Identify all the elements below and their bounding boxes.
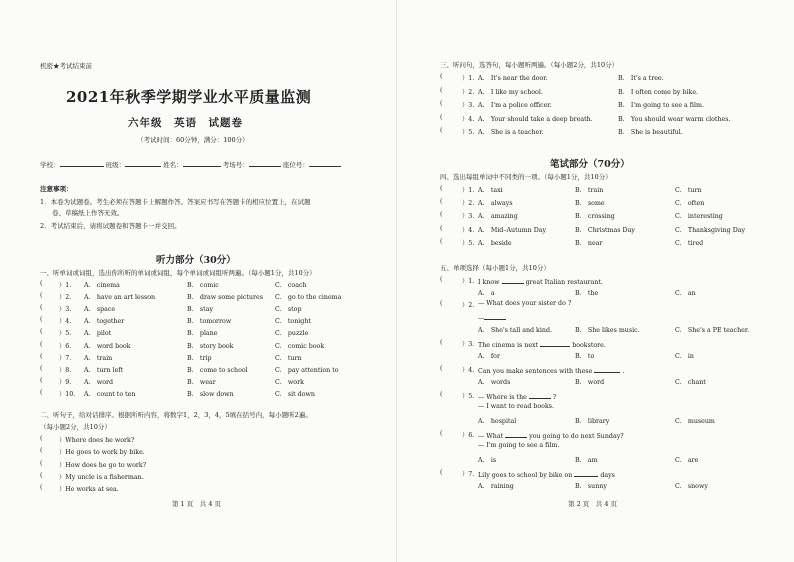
option-c: C. are <box>675 457 699 464</box>
answer-bracket[interactable]: ( <box>440 237 443 245</box>
option-b: B. tomorrow <box>187 318 232 326</box>
question-number: ）5. <box>59 330 72 338</box>
option-a: A. words <box>478 379 511 386</box>
question-stem <box>478 365 624 375</box>
question-number: ）9. <box>59 378 72 386</box>
answer-bracket[interactable]: ( <box>440 276 443 283</box>
answer-bracket[interactable]: ( <box>40 447 43 455</box>
question-number: ）2. <box>59 294 72 302</box>
dialogue-sentence: ）He works at sea. <box>59 486 119 494</box>
option-c: C. coach <box>275 282 307 289</box>
question-stem: — What does your sister do ? <box>478 300 572 307</box>
question-stem <box>478 339 606 349</box>
question-number: ）2. <box>462 88 475 96</box>
option-b: B. I often come by bike. <box>618 88 699 96</box>
answer-bracket[interactable]: ( <box>440 469 443 476</box>
answer-bracket[interactable]: ( <box>40 352 43 360</box>
question-stem-2: — I want to read books. <box>478 403 555 410</box>
dialogue-sentence: ）How does he go to work? <box>59 461 147 469</box>
option-b: B. plane <box>187 330 218 338</box>
question-number: ）3. <box>462 341 475 348</box>
option-b: B. She likes music. <box>575 327 640 334</box>
question-number: ）5. <box>462 129 475 137</box>
option-a: A. word book <box>84 342 131 350</box>
option-a: A. train <box>84 354 113 362</box>
question-number: ）7. <box>462 471 475 478</box>
page-footer: 第 2 页 共 4 页 <box>568 500 618 508</box>
answer-bracket[interactable]: ( <box>440 211 443 219</box>
exam-no-label: 考场号： <box>222 161 249 169</box>
option-a: A. have an art lesson <box>84 294 156 302</box>
answer-blank[interactable] <box>594 365 620 373</box>
stem-text: The cinema is next <box>478 342 539 349</box>
dialogue-sentence: ）Where does he work? <box>59 437 135 444</box>
option-c: C. tired <box>675 239 704 247</box>
name-label: 姓名： <box>163 161 183 169</box>
question-number: ）3. <box>462 102 475 110</box>
question-number: ）1. <box>59 282 72 289</box>
option-b: B. stay <box>187 306 213 314</box>
option-a: A. Your should take a deep breath. <box>478 115 593 123</box>
answer-bracket[interactable]: ( <box>40 435 43 442</box>
q2-score: （每小题2分，共10分） <box>40 423 111 431</box>
exam-info: （考试时间：60分钟，满分：100分） <box>137 136 249 144</box>
question-stem <box>478 391 556 401</box>
question-number: ）1. <box>462 278 475 285</box>
option-b: B. comic <box>187 282 219 289</box>
question-number: ）1. <box>462 187 475 194</box>
question-number: ）4. <box>59 318 72 326</box>
answer-bracket[interactable]: ( <box>40 340 43 348</box>
answer-bracket[interactable]: ( <box>40 471 43 479</box>
option-c: C. museum <box>675 418 715 425</box>
answer-blank[interactable] <box>540 339 570 347</box>
answer-bracket[interactable]: ( <box>440 365 443 372</box>
stem-text: — What <box>478 433 504 440</box>
option-b: B. wear <box>187 378 216 386</box>
answer-bracket[interactable]: ( <box>40 376 43 384</box>
option-b: B. library <box>575 418 610 425</box>
class-field[interactable] <box>125 159 161 167</box>
exam-title: 2021年秋季学期学业水平质量监测 <box>66 88 312 106</box>
option-b: B. You should wear warm clothes. <box>618 115 731 123</box>
listening-section-title: 听力部分（30分） <box>156 255 236 266</box>
question-number: ）2. <box>462 200 475 208</box>
question-stem-2: — I'm going to see a film. <box>478 442 560 449</box>
q2-title: 二、听句子，给对话排序。根据所听内容，将数字1，2，3，4，5填在括号内，每小题听2遍。 <box>40 411 312 419</box>
stem-text: ? <box>552 394 557 401</box>
name-field[interactable] <box>183 159 221 167</box>
question-stem-2 <box>478 312 506 322</box>
question-number: ）6. <box>59 342 72 350</box>
option-a: A. always <box>478 200 513 208</box>
option-a: A. turn left <box>84 366 124 374</box>
option-c: C. She's a PE teacher. <box>675 327 750 334</box>
option-b: B. It's a tree. <box>618 75 664 82</box>
answer-bracket[interactable]: ( <box>440 73 443 80</box>
option-b: B. to <box>575 353 595 360</box>
stem-text: you going to do next Sunday? <box>529 433 624 440</box>
option-c: C. in <box>675 353 694 360</box>
option-c: C. turn <box>275 354 302 362</box>
school-label: 学校： <box>40 161 60 169</box>
question-number: ）7. <box>59 354 72 362</box>
question-number: ）6. <box>462 432 475 439</box>
question-number: ）4. <box>462 367 475 374</box>
notice-line: 1．本卷为试题卷。考生必须在答题卡上解题作答。答案应书写在答题卡的相应位置上，在试题 <box>40 198 311 206</box>
school-field[interactable] <box>60 159 104 167</box>
answer-bracket[interactable]: ( <box>40 388 43 396</box>
stem-text: bookstore. <box>572 342 606 349</box>
option-a: A. taxi <box>478 187 503 194</box>
answer-bracket[interactable]: ( <box>440 224 443 232</box>
option-a: A. together <box>84 318 125 326</box>
notice-line: 2．考试结束后，请将试题卷和答题卡一并交回。 <box>40 222 181 230</box>
question-number: ）2. <box>462 302 475 309</box>
option-b: B. some <box>575 200 605 208</box>
answer-bracket[interactable]: ( <box>440 300 443 307</box>
option-a: A. It's near the door. <box>478 75 548 82</box>
option-a: A. pilot <box>84 330 112 338</box>
answer-bracket[interactable]: ( <box>40 292 43 300</box>
option-c: C. puzzle <box>275 330 309 338</box>
dialogue-sentence: ）He goes to work by bike. <box>59 449 145 457</box>
option-a: A. count to ten <box>84 390 136 398</box>
option-c: C. sit down <box>275 390 315 398</box>
answer-blank[interactable] <box>529 391 551 399</box>
answer-bracket[interactable]: ( <box>440 391 443 398</box>
stem-text: . <box>622 368 625 375</box>
question-number: ）4. <box>462 226 475 234</box>
option-b: B. slow down <box>187 390 234 398</box>
option-c: C. an <box>675 290 696 297</box>
question-stem <box>478 430 624 440</box>
option-b: B. word <box>575 379 605 386</box>
answer-blank[interactable] <box>505 430 527 438</box>
option-a: A. is <box>478 457 497 464</box>
dialogue-sentence: ）My uncle is a fisherman. <box>59 473 144 481</box>
question-number: ）1. <box>462 75 475 82</box>
question-number: ）5. <box>462 239 475 247</box>
option-a: A. space <box>84 306 116 314</box>
option-b: B. come to school <box>187 366 248 374</box>
option-b: B. Christmas Day <box>575 226 635 234</box>
option-a: A. cinema <box>84 282 120 289</box>
stem-text: I know <box>478 279 500 286</box>
option-c: C. often <box>675 200 705 208</box>
option-b: B. story book <box>187 342 234 350</box>
question-number: ）10. <box>59 390 76 398</box>
option-c: C. pay attention to <box>275 366 339 374</box>
option-b: B. the <box>575 290 599 297</box>
option-b: B. trip <box>187 354 212 362</box>
answer-bracket[interactable]: ( <box>40 280 43 287</box>
q5-title: 五、单项选择（每小题1分，共10分） <box>440 264 550 272</box>
option-c: C. comic book <box>275 342 325 350</box>
option-b: B. I'm going to see a film. <box>618 102 704 110</box>
option-a: A. She is a teacher. <box>478 129 544 137</box>
exam-no-field[interactable] <box>249 159 281 167</box>
answer-bracket[interactable]: ( <box>40 484 43 492</box>
written-section-title: 笔试部分（70分） <box>550 159 630 170</box>
page-footer: 第 1 页 共 4 页 <box>172 500 222 508</box>
page-2 <box>397 0 794 562</box>
answer-bracket[interactable]: ( <box>440 86 443 94</box>
option-b: B. sunny <box>575 483 607 490</box>
option-a: A. I like my school. <box>478 88 543 96</box>
option-c: C. go to the cinema <box>275 294 342 302</box>
info-fields <box>40 159 341 169</box>
question-stem <box>478 276 603 286</box>
exam-subtitle: 六年级 英语 试题卷 <box>128 117 243 129</box>
question-number: ）5. <box>462 393 475 400</box>
option-a: A. raining <box>478 483 514 490</box>
notice-title: 注意事项： <box>40 185 73 193</box>
question-stem <box>478 469 615 479</box>
answer-bracket[interactable]: ( <box>440 113 443 121</box>
seat-no-label: 座位号： <box>282 161 309 169</box>
stem-text: — Where is the <box>478 394 527 401</box>
q3-title: 三、听问句，选答句，每小题听两遍。（每小题2分，共10分） <box>440 61 619 69</box>
option-c: C. tonight <box>275 318 311 326</box>
answer-blank[interactable] <box>574 469 598 477</box>
option-b: B. near <box>575 239 603 247</box>
secret-label: 机密★考试结束前 <box>40 62 92 70</box>
question-number: ）3. <box>462 213 475 221</box>
stem-text: great Italian restaurant. <box>525 279 603 286</box>
answer-bracket[interactable]: ( <box>440 100 443 108</box>
option-a: A. She's tall and kind. <box>478 327 552 334</box>
answer-bracket[interactable]: ( <box>440 198 443 206</box>
option-a: A. word <box>84 378 114 386</box>
option-b: B. She is beautiful. <box>618 129 683 137</box>
answer-bracket[interactable]: ( <box>440 185 443 192</box>
question-number: ）4. <box>462 115 475 123</box>
q4-title: 四、选出每组单词中不同类的一项。（每小题1分，共10分） <box>440 173 612 181</box>
option-a: A. amazing <box>478 213 518 221</box>
question-number: ）3. <box>59 306 72 314</box>
question-number: ）8. <box>59 366 72 374</box>
answer-bracket[interactable]: ( <box>40 364 43 372</box>
option-a: A. for <box>478 353 500 360</box>
option-b: B. draw some pictures <box>187 294 263 302</box>
answer-blank[interactable] <box>484 312 506 320</box>
option-b: B. crossing <box>575 213 615 221</box>
answer-bracket[interactable]: ( <box>40 459 43 467</box>
q1-title: 一、听单词或词组，选出你所听的单词或词组，每个单词或词组听两遍。（每小题1分，共10分） <box>40 269 316 277</box>
option-a: A. a <box>478 290 495 297</box>
option-a: A. beside <box>478 239 512 247</box>
answer-bracket[interactable]: ( <box>440 127 443 135</box>
stem-text: Can you make sentences with these <box>478 368 593 375</box>
option-c: C. work <box>275 378 304 386</box>
answer-bracket[interactable]: ( <box>40 304 43 312</box>
answer-bracket[interactable]: ( <box>40 328 43 336</box>
stem-text: days <box>600 472 615 479</box>
option-c: C. Thanksgiving Day <box>675 226 746 234</box>
option-b: B. am <box>575 457 598 464</box>
answer-bracket[interactable]: ( <box>40 316 43 324</box>
option-a: A. Mid–Autumn Day <box>478 226 547 234</box>
option-b: B. train <box>575 187 604 194</box>
option-c: C. turn <box>675 187 702 194</box>
option-c: C. interesting <box>675 213 723 221</box>
option-a: A. hospital <box>478 418 517 425</box>
stem-text: — <box>478 315 485 322</box>
option-a: A. I'm a police officer. <box>478 102 552 110</box>
answer-bracket[interactable]: ( <box>440 339 443 346</box>
seat-no-field[interactable] <box>309 159 341 167</box>
option-c: C. stop <box>275 306 302 314</box>
answer-blank[interactable] <box>502 276 524 284</box>
option-c: C. snowy <box>675 483 708 490</box>
notice-line: 卷、草稿纸上作答无效。 <box>52 209 124 217</box>
class-label: 班级： <box>105 161 126 169</box>
answer-bracket[interactable]: ( <box>440 430 443 437</box>
stem-text: Lily goes to school by bike on <box>478 472 573 479</box>
option-c: C. chant <box>675 379 706 386</box>
